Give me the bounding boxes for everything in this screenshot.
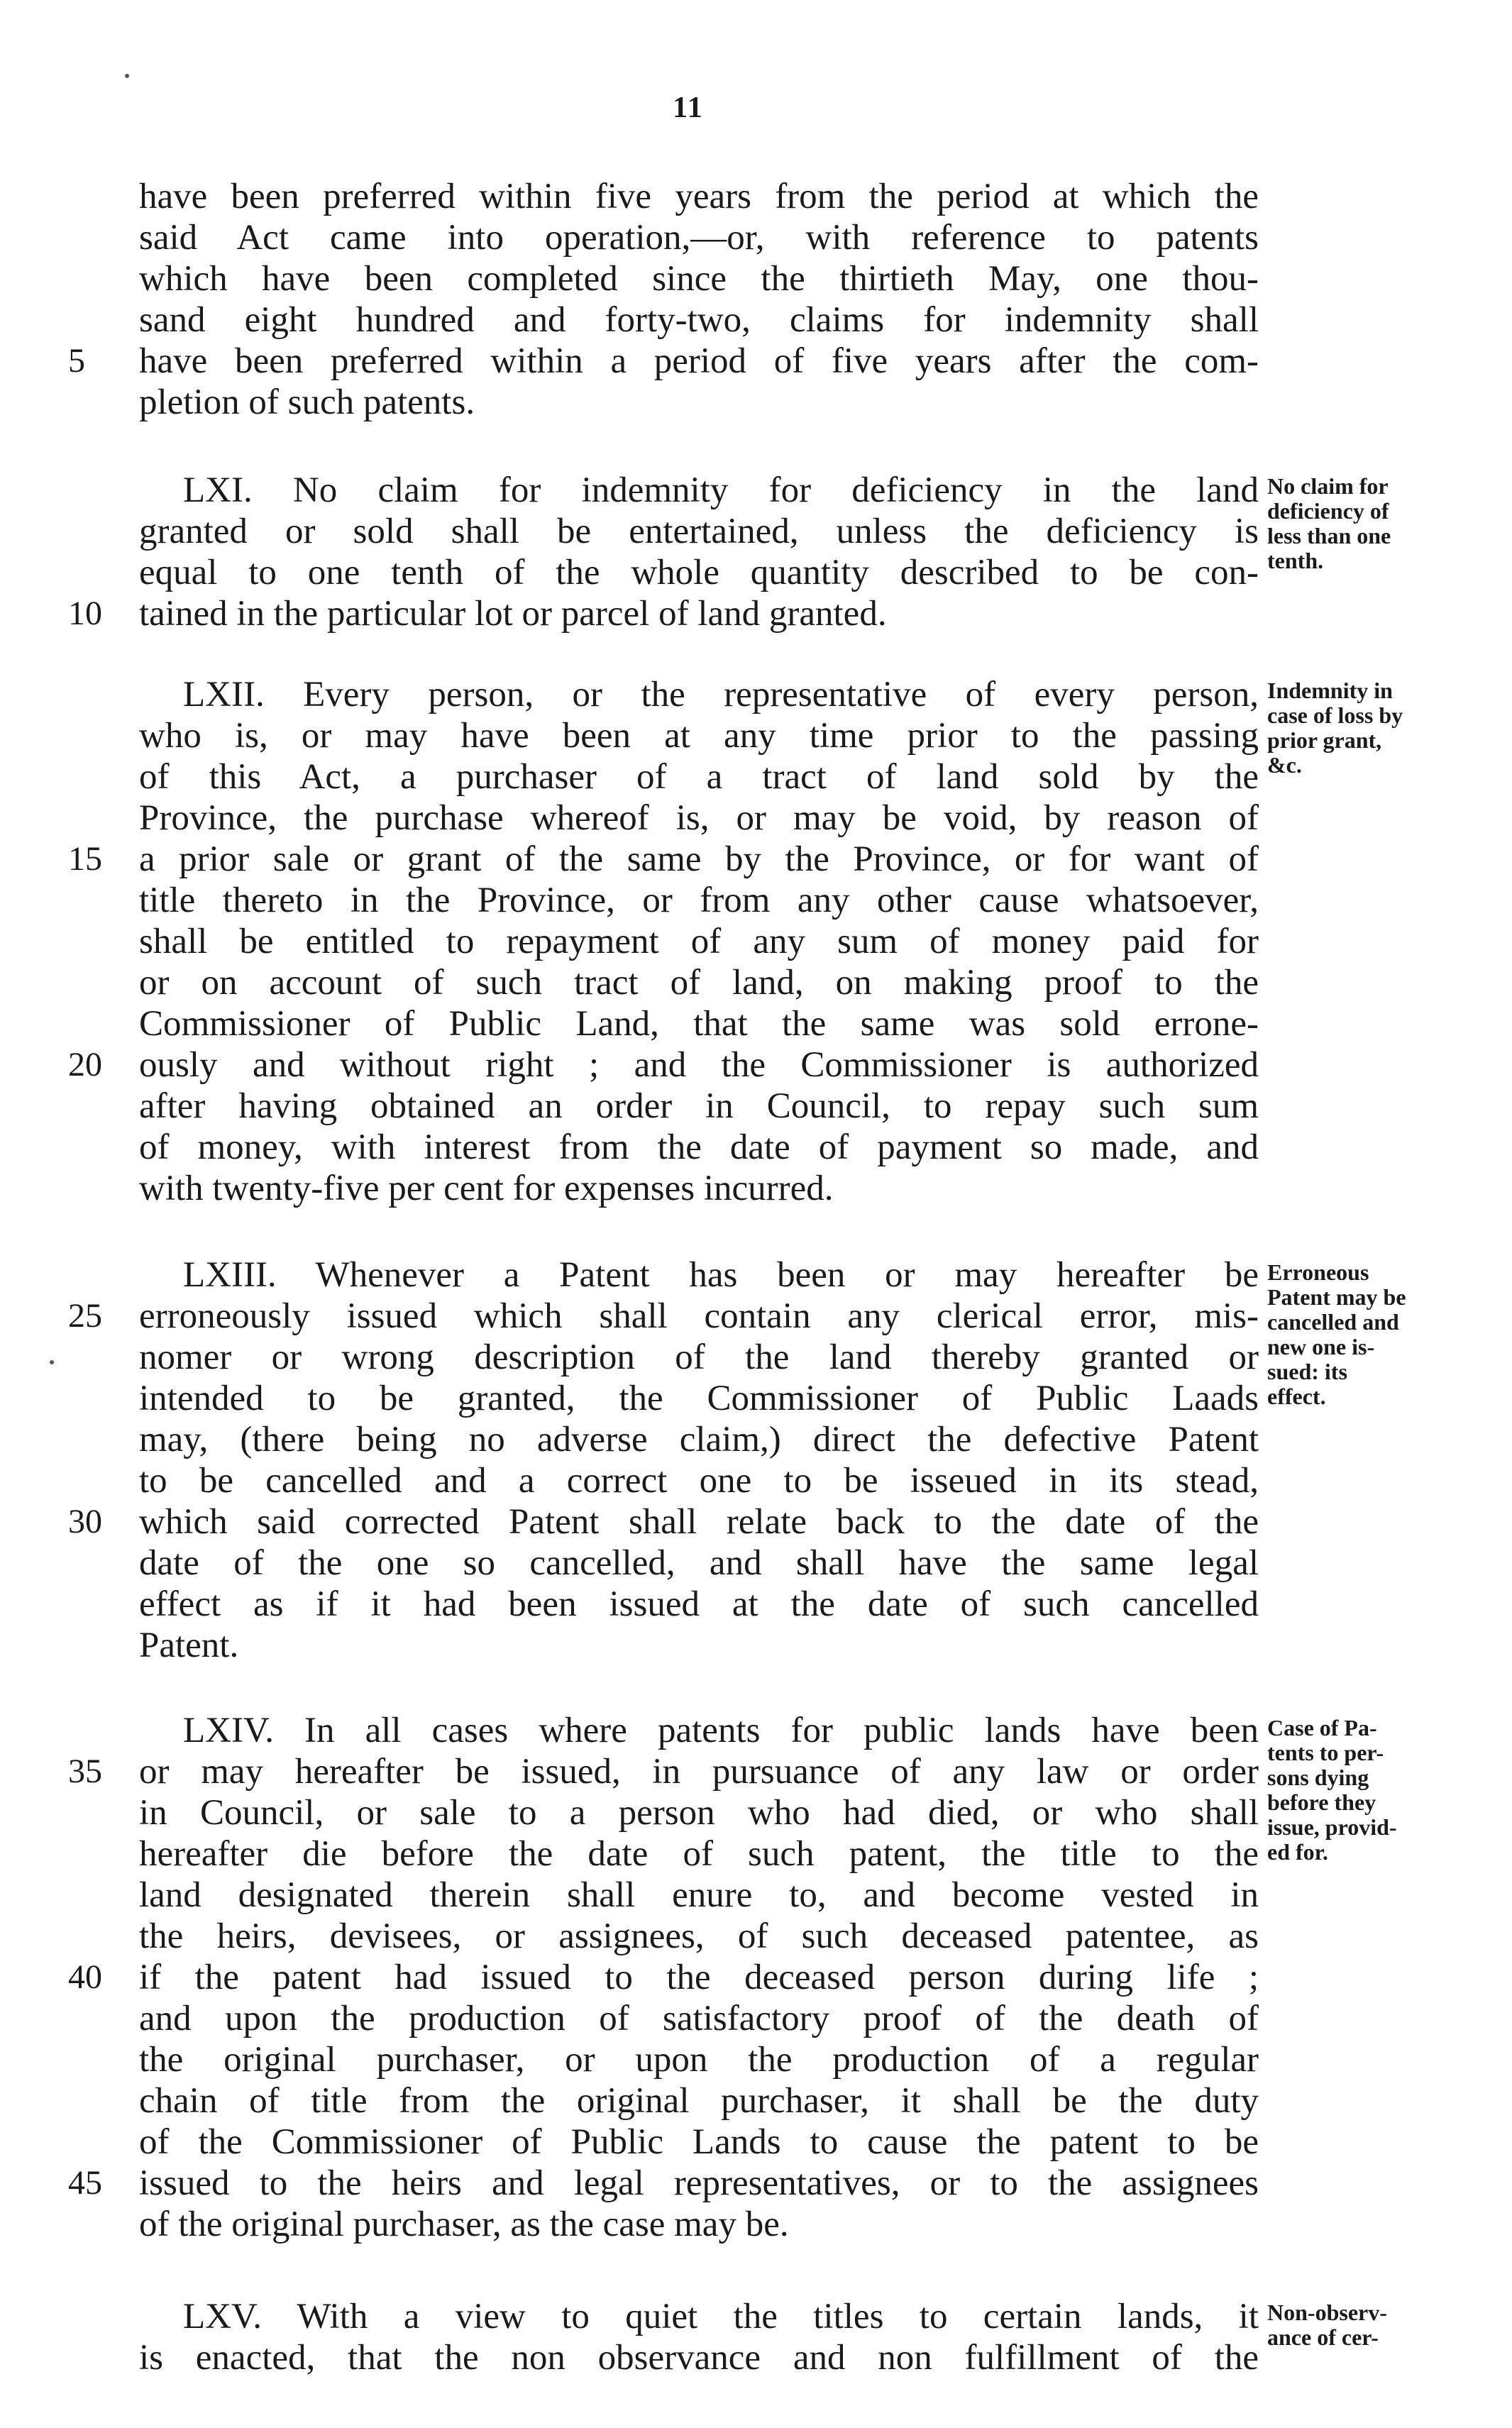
text-line: equal to one tenth of the whole quantity described to be con- [139,553,1259,592]
margin-note-line: Indemnity in [1267,678,1393,703]
margin-note [1267,1260,1452,1409]
text-line: with twenty-five per cent for expenses incurred. [139,1169,834,1208]
margin-note-line: new one is- [1267,1334,1375,1359]
margin-note-line: Patent may be [1267,1284,1406,1310]
text-line: have been preferred within a period of five years after the com- [139,341,1259,381]
text-line: LXI. No claim for indemnity for deficiency in the land [183,470,1259,510]
margin-note-line: No claim for [1267,473,1389,499]
margin-note-line: sons dying [1267,1765,1369,1790]
margin-note-line: before they [1267,1789,1376,1815]
line-number: 45 [68,2164,102,2202]
margin-note-line: &c. [1267,752,1302,778]
text-line: or may hereafter be issued, in pursuance of any law or order [139,1752,1259,1792]
text-line: in Council, or sale to a person who had died, or who shall [139,1793,1259,1833]
margin-note-line: prior grant, [1267,727,1382,753]
text-line: which said corrected Patent shall relate back to the date of the [139,1502,1259,1542]
stray-dot [50,1360,54,1364]
line-number: 20 [68,1046,102,1083]
margin-note-line: ed for. [1267,1839,1328,1865]
text-line: the heirs, devisees, or assignees, of such deceased patentee, as [139,1916,1259,1956]
text-line: or on account of such tract of land, on making proof to the [139,963,1259,1003]
text-line: of the Commissioner of Public Lands to cause the patent to be [139,2122,1259,2162]
text-line: if the patent had issued to the deceased person during life ; [139,1958,1259,1997]
text-line: tained in the particular lot or parcel of land granted. [139,594,887,634]
text-line: chain of title from the original purchaser, it shall be the duty [139,2081,1259,2121]
margin-note-line: ance of cer- [1267,2324,1379,2350]
text-line: of this Act, a purchaser of a tract of land sold by the [139,757,1259,797]
text-line: shall be entitled to repayment of any sum of money paid for [139,922,1259,961]
text-line: LXIV. In all cases where patents for public lands have been [183,1711,1259,1750]
text-line: erroneously issued which shall contain any clerical error, mis- [139,1296,1259,1336]
text-line: hereafter die before the date of such patent, the title to the [139,1834,1259,1874]
margin-note-line: Non-observ- [1267,2300,1387,2325]
text-line: Patent. [139,1626,239,1665]
margin-note-line: deficiency of [1267,498,1389,524]
text-line: date of the one so cancelled, and shall have the same legal [139,1543,1259,1583]
text-line: of the original purchaser, as the case may be. [139,2204,789,2244]
margin-note [1267,474,1452,573]
text-line: effect as if it had been issued at the date of such cancelled [139,1584,1259,1624]
line-number: 15 [68,840,102,878]
text-line: intended to be granted, the Commissioner of Public Laads [139,1379,1259,1418]
stray-dot [125,74,129,78]
margin-note-line: effect. [1267,1384,1326,1409]
text-line: nomer or wrong description of the land thereby granted or [139,1337,1259,1377]
text-line: land designated therein shall enure to, and become vested in [139,1875,1259,1915]
margin-note-line: cancelled and [1267,1309,1399,1335]
margin-note-line: tenth. [1267,548,1324,573]
text-line: title thereto in the Province, or from any other cause whatsoever, [139,881,1259,920]
line-number: 25 [68,1297,102,1335]
text-line: the original purchaser, or upon the production of a regular [139,2040,1259,2080]
margin-note [1267,1716,1452,1865]
margin-note-line: sued: its [1267,1359,1347,1384]
margin-note-line: case of loss by [1267,702,1403,728]
text-line: issued to the heirs and legal representatives, or to the assignees [139,2163,1259,2203]
text-line: LXIII. Whenever a Patent has been or may hereafter be [183,1255,1259,1295]
line-number: 5 [68,342,85,380]
line-number: 30 [68,1503,102,1540]
margin-note [1267,678,1452,778]
margin-note [1267,2300,1452,2350]
line-number: 40 [68,1958,102,1996]
margin-note-line: issue, provid- [1267,1814,1397,1840]
text-line: LXII. Every person, or the representative of every person, [183,675,1259,714]
text-line: Province, the purchase whereof is, or may be void, by reason of [139,798,1259,838]
text-line: of money, with interest from the date of payment so made, and [139,1127,1259,1167]
margin-note-line: Erroneous [1267,1259,1369,1285]
margin-note-line: tents to per- [1267,1740,1384,1765]
text-line: to be cancelled and a correct one to be isseued in its stead, [139,1461,1259,1501]
line-number: 35 [68,1753,102,1790]
text-line: have been preferred within five years from the period at which the [139,177,1259,216]
text-line: a prior sale or grant of the same by the Province, or for want of [139,839,1259,879]
margin-note-line: Case of Pa- [1267,1715,1377,1740]
text-line: said Act came into operation,—or, with reference to patents [139,218,1259,258]
text-line: and upon the production of satisfactory proof of the death of [139,1999,1259,2038]
margin-note-line: less than one [1267,523,1391,548]
text-line: is enacted, that the non observance and non fulfillment of the [139,2338,1259,2378]
text-line: after having obtained an order in Council, to repay such sum [139,1086,1259,1126]
text-line: ously and without right ; and the Commissioner is authorized [139,1045,1259,1085]
text-line: may, (there being no adverse claim,) direct the defective Patent [139,1420,1259,1459]
text-line: who is, or may have been at any time prior to the passing [139,716,1259,756]
text-line: LXV. With a view to quiet the titles to certain lands, it [183,2297,1259,2336]
line-number: 10 [68,595,102,632]
text-line: which have been completed since the thirtieth May, one thou- [139,259,1259,299]
text-line: granted or sold shall be entertained, unless the deficiency is [139,512,1259,551]
text-line: pletion of such patents. [139,382,475,422]
text-line: Commissioner of Public Land, that the same was sold errone- [139,1004,1259,1044]
page-number: 11 [673,92,704,124]
text-line: sand eight hundred and forty-two, claims for indemnity shall [139,300,1259,340]
